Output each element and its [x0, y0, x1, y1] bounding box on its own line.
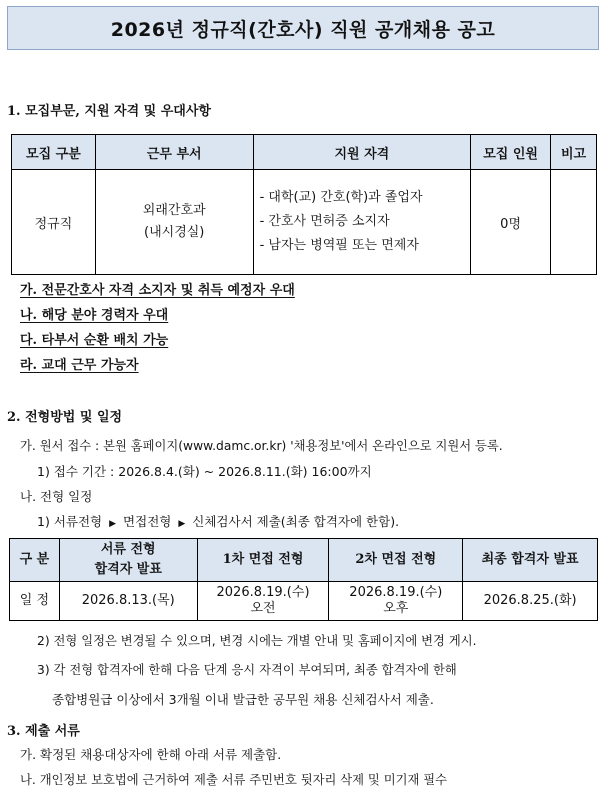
application-period: 1) 접수 기간 : 2026.8.4.(화) ~ 2026.8.11.(화) 16:00까지 — [37, 464, 372, 479]
interview1-date: 2026.8.19.(수) — [216, 585, 310, 600]
header-note: 비고 — [551, 135, 597, 170]
schedule-heading: 나. 전형 일정 — [20, 489, 93, 504]
step-item: 신체검사서 제출(최종 합격자에 한함). — [192, 514, 400, 529]
documents-line-a: 가. 확정된 채용대상자에 한해 아래 서류 제출함. — [20, 747, 282, 762]
step-item: 서류전형 — [53, 514, 103, 529]
arrow-right-icon: ▶ — [109, 519, 117, 529]
schedule-header-label: 구 분 — [10, 539, 60, 582]
schedule-note-3-cont: 종합병원급 이상에서 3개월 이내 발급한 공무원 채용 신체검사서 제출. — [52, 692, 434, 707]
step-item: 면접전형 — [123, 514, 172, 529]
schedule-note-3: 3) 각 전형 합격자에 한해 다음 단계 응시 자격이 부여되며, 최종 합격자에 한해 — [37, 663, 457, 677]
schedule-table — [9, 538, 598, 621]
schedule-header-document — [59, 539, 197, 582]
section3-heading: 3. 제출 서류 — [7, 724, 80, 739]
documents-line-b: 나. 개인정보 보호법에 근거하여 제출 서류 주민번호 뒷자리 삭제 및 미기재 필수 — [20, 773, 448, 787]
interview2-date: 2026.8.19.(수) — [349, 585, 443, 600]
header-category: 모집 구분 — [12, 135, 96, 170]
title-banner — [7, 6, 599, 50]
preference-item: 다. 타부서 순환 배치 가능 — [20, 333, 169, 348]
interview1-time: 오전 — [250, 601, 276, 616]
schedule-interview2 — [329, 582, 463, 621]
steps-prefix: 1) — [37, 514, 54, 529]
qualification-item: - 대학(교) 간호(학)과 졸업자 — [259, 190, 423, 205]
cell-department — [95, 170, 253, 275]
department-unit: (내시경실) — [144, 225, 205, 240]
arrow-right-icon: ▶ — [178, 519, 186, 529]
page-title: 2026년 정규직(간호사) 직원 공개채용 공고 — [110, 18, 496, 41]
schedule-note-2: 2) 전형 일정은 변경될 수 있으며, 변경 시에는 개별 안내 및 홈페이지에 변경 게시. — [37, 634, 477, 648]
preference-item: 나. 해당 분야 경력자 우대 — [20, 308, 169, 323]
preference-item: 라. 교대 근무 가능자 — [20, 358, 139, 373]
cell-note — [551, 170, 597, 275]
interview2-time: 오후 — [383, 601, 409, 616]
header-qualifications: 지원 자격 — [253, 135, 471, 170]
header-count: 모집 인원 — [471, 135, 551, 170]
schedule-header-final: 최종 합격자 발표 — [463, 539, 598, 582]
qualification-item: - 간호사 면허증 소지자 — [259, 214, 390, 229]
header-department: 근무 부서 — [95, 135, 253, 170]
cell-category: 정규직 — [12, 170, 96, 275]
schedule-final-date: 2026.8.25.(화) — [463, 582, 598, 621]
section1-heading: 1. 모집부문, 지원 자격 및 우대사항 — [7, 104, 211, 119]
qualification-item: - 남자는 병역필 또는 면제자 — [259, 238, 419, 253]
table-row — [10, 582, 598, 621]
schedule-header-interview1: 1차 면접 전형 — [197, 539, 329, 582]
application-line: 가. 원서 접수 : 본원 홈페이지(www.damc.or.kr) '채용정보'에서 온라인으로 지원서 등록. — [20, 439, 503, 453]
schedule-interview1 — [197, 582, 329, 621]
schedule-table-header — [10, 539, 598, 582]
department-name: 외래간호과 — [142, 203, 206, 218]
recruitment-table — [11, 134, 597, 275]
schedule-header-interview2: 2차 면접 전형 — [329, 539, 463, 582]
table-row — [12, 170, 597, 275]
preference-item: 가. 전문간호사 자격 소지자 및 취득 예정자 우대 — [20, 283, 295, 298]
doc-header-line1: 서류 전형 — [100, 542, 156, 557]
cell-qualifications — [253, 170, 471, 275]
section2-heading: 2. 전형방법 및 일정 — [7, 410, 123, 425]
selection-steps — [37, 512, 399, 530]
schedule-document-date: 2026.8.13.(목) — [59, 582, 197, 621]
cell-count: 0명 — [471, 170, 551, 275]
doc-header-line2: 합격자 발표 — [94, 562, 162, 577]
schedule-row-label: 일 정 — [10, 582, 60, 621]
recruitment-table-header — [12, 135, 597, 170]
